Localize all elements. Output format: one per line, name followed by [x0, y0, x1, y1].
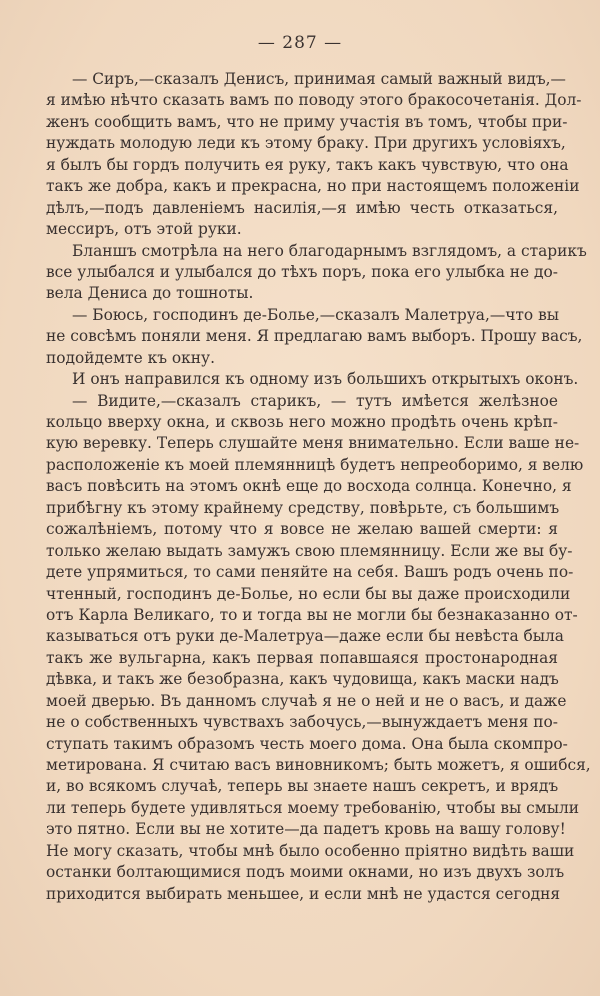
text-line: — Боюсь, господинъ де-Болье,—сказалъ Малетруа,—что вы: [72, 305, 560, 324]
text-line: только желаю выдать замужъ свою племянницу. Если же вы бу-: [46, 541, 573, 560]
paragraph: [46, 69, 582, 241]
text-line: Бланшъ смотрѣла на него благодарнымъ взглядомъ, а старикъ: [72, 241, 587, 260]
text-line: моей дверью. Въ данномъ случаѣ я не о ней и не о васъ, и даже: [46, 691, 567, 710]
text-line: кольцо вверху окна, и сквозь него можно продѣть очень крѣп-: [46, 413, 558, 431]
text-line: такъ же добра, какъ и прекрасна, но при настоящемъ положеніи: [46, 177, 580, 196]
text-line: все улыбался и улыбался до тѣхъ поръ, пока его улыбка не до-: [46, 262, 559, 281]
paragraph: [46, 305, 583, 369]
text-line: дѣлъ,—подъ давленіемъ насилія,—я имѣю честь отказаться,: [46, 198, 558, 217]
text-line: чтенный, господинъ де-Болье, но если бы вы даже происходили: [46, 584, 571, 603]
text-line: Не могу сказать, чтобы мнѣ было особенно пріятно видѣть ваши: [46, 841, 575, 860]
text-line: метирована. Я считаю васъ виновникомъ; быть можетъ, я ошибся,: [46, 756, 591, 774]
text-line: дѣвка, и такъ же безобразна, какъ чудовища, какъ маски надъ: [46, 670, 559, 689]
text-line: васъ повѣсить на этомъ окнѣ еще до восхода солнца. Конечно, я: [46, 477, 572, 496]
text-line: ступать такимъ образомъ честь моего дома. Она была скомпро-: [46, 734, 568, 753]
text-line: не о собственныхъ чувствахъ забочусь,—вынуждаетъ меня по-: [46, 713, 558, 732]
text-line: приходится выбирать меньшее, и если мнѣ не удастся сегодня: [46, 884, 561, 903]
text-line: женъ сообщить вамъ, что не приму участія въ томъ, чтобы при-: [46, 112, 568, 131]
paragraph: [46, 241, 587, 305]
text-line: я былъ бы гордъ получить ея руку, такъ какъ чувствую, что она: [46, 155, 569, 174]
text-line: вела Дениса до тошноты.: [46, 284, 254, 303]
text-line: подойдемте къ окну.: [46, 348, 215, 367]
text-line: казываться отъ руки де-Малетруа—даже если бы невѣста была: [46, 627, 564, 646]
text-line: прибѣгну къ этому крайнему средству, повѣрьте, съ большимъ: [46, 498, 560, 517]
paragraph: [46, 369, 579, 390]
text-line: отъ Карла Великаго, то и тогда вы не могли бы безнаказанно от-: [46, 605, 578, 624]
text-line: останки болтающимися подъ моими окнами, но изъ двухъ золъ: [46, 863, 565, 882]
text-line: — Видите,—сказалъ старикъ, — тутъ имѣется желѣзное: [72, 391, 558, 410]
text-line: сожалѣніемъ, потому что я вовсе не желаю вашей смерти: я: [46, 520, 558, 539]
page-body-text: [46, 69, 591, 905]
text-line: и, во всякомъ случаѣ, теперь вы знаете нашъ секретъ, и врядъ: [46, 777, 559, 796]
text-line: нуждать молодую леди къ этому браку. При другихъ условіяхъ,: [46, 134, 566, 153]
text-line: расположеніе къ моей племянницѣ будетъ непреоборимо, я велю: [46, 455, 584, 474]
text-line: ли теперь будете удивляться моему требованію, чтобы вы смыли: [46, 798, 580, 817]
text-line: мессиръ, отъ этой руки.: [46, 220, 242, 239]
page-number: — 287 —: [257, 33, 343, 53]
text-line: дете упрямиться, то сами пеняйте на себя. Вашъ родъ очень по-: [46, 563, 574, 582]
text-line: И онъ направился къ одному изъ большихъ открытыхъ оконъ.: [72, 370, 579, 389]
text-line: не совсѣмъ поняли меня. Я предлагаю вамъ выборъ. Прошу васъ,: [46, 327, 583, 346]
text-line: кую веревку. Теперь слушайте меня внимательно. Если ваше не-: [46, 434, 580, 453]
paragraph: [46, 391, 591, 906]
text-line: такъ же вульгарна, какъ первая попавшаяся простонародная: [46, 648, 558, 667]
text-line: я имѣю нѣчто сказать вамъ по поводу этого бракосочетанія. Дол-: [46, 91, 582, 110]
text-line: — Сиръ,—сказалъ Денисъ, принимая самый важный видъ,—: [72, 70, 566, 88]
text-line: это пятно. Если вы не хотите—да падетъ кровь на вашу голову!: [46, 820, 566, 839]
